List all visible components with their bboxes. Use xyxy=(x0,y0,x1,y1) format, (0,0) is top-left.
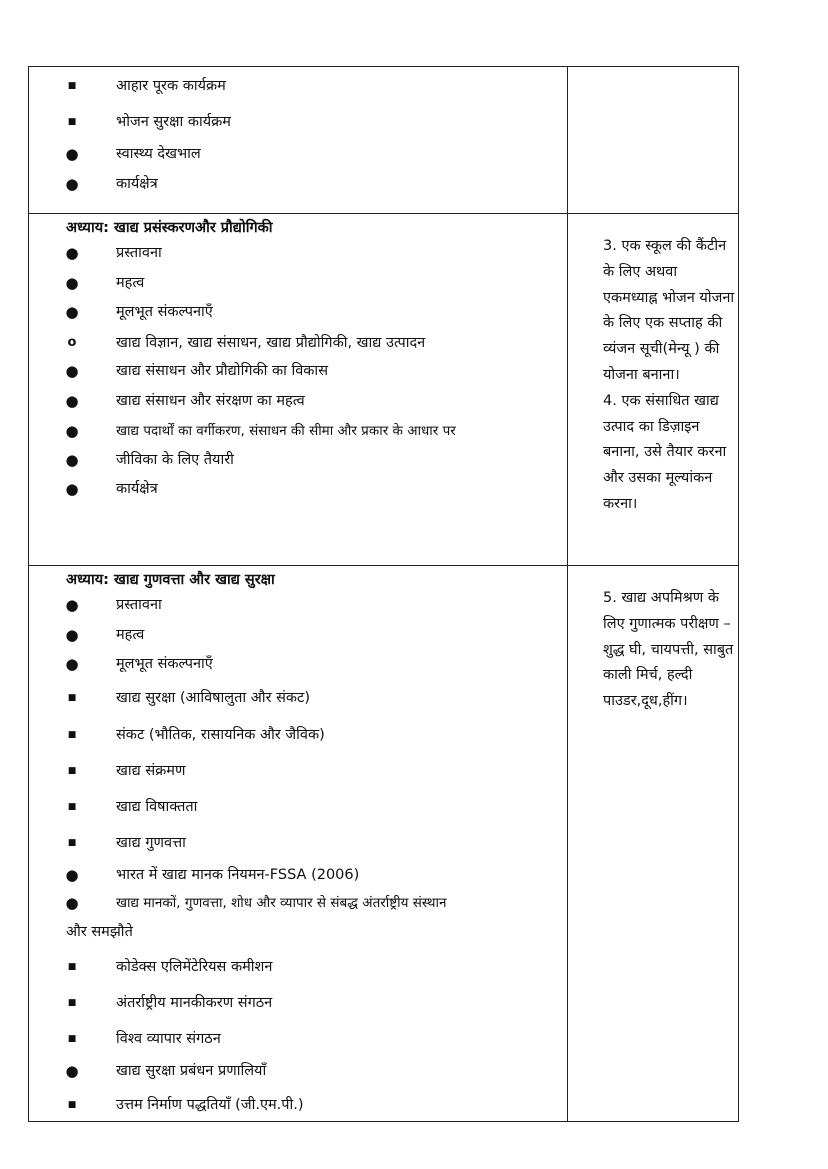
bullet-icon: ● xyxy=(65,866,79,884)
square-bullet-icon: ■ xyxy=(67,730,77,740)
bullet-icon: ● xyxy=(65,244,79,262)
row-divider-1 xyxy=(29,213,738,214)
section-3-heading: अध्याय: खाद्य गुणवत्ता और खाद्य सुरक्षा xyxy=(66,572,275,588)
bullet-icon: ● xyxy=(65,392,79,410)
bullet-icon: ● xyxy=(65,175,79,193)
bullet-icon: ● xyxy=(65,451,79,469)
square-bullet-icon: ■ xyxy=(67,81,77,91)
square-bullet-icon: ■ xyxy=(67,117,77,127)
square-bullet-icon: ■ xyxy=(67,802,77,812)
square-bullet-icon: ■ xyxy=(67,998,77,1008)
bullet-icon: ● xyxy=(65,894,79,912)
practical-item: 5. खाद्य अपमिश्रण के लिए गुणात्मक परीक्षण – शुद्ध घी, चायपत्ती, साबुत काली मिर्च, हल्दी पाउडर,दूध,हींग। xyxy=(603,590,734,710)
column-divider xyxy=(567,67,568,1121)
bullet-icon: ● xyxy=(65,626,79,644)
bullet-icon: ● xyxy=(65,145,79,163)
row-divider-2 xyxy=(29,565,738,566)
bullet-icon: ● xyxy=(65,596,79,614)
bullet-icon: ● xyxy=(65,1062,79,1080)
bullet-icon: ● xyxy=(65,274,79,292)
square-bullet-icon: ■ xyxy=(67,693,77,703)
square-bullet-icon: ■ xyxy=(67,766,77,776)
square-bullet-icon: ■ xyxy=(67,1100,77,1110)
section-2-practicals xyxy=(603,234,735,518)
section-2-heading: अध्याय: खाद्य प्रसंस्करणऔर प्रौद्योगिकी xyxy=(66,220,273,236)
ring-bullet-icon: o xyxy=(67,335,77,350)
bullet-icon: ● xyxy=(65,655,79,673)
section-3-practicals xyxy=(603,586,735,715)
bullet-icon: ● xyxy=(65,480,79,498)
list-item-continuation: और समझौते xyxy=(66,924,133,940)
bullet-icon: ● xyxy=(65,303,79,321)
square-bullet-icon: ■ xyxy=(67,838,77,848)
bullet-icon: ● xyxy=(65,362,79,380)
syllabus-table: ■ आहार पूरक कार्यक्रम ■ भोजन सुरक्षा कार्यक्रम ● स्वास्थ्य देखभाल ● कार्यक्षेत्र अध्याय: खाद्य प्रसंस्करणऔर प्रौद्योगिकी ● प्रस्तावना ● महत्व ● मूलभूत संकल्पनाएँ o खाद्य विज्ञान, खाद्य संसाधन, खाद्य प्रौद्योगिकी, खाद्य उत्पादन ● खाद्य संसाधन और प्रौद्योगिकी का विकास ● खाद्य संसाधन और संरक्षण का महत्व ● खाद्य पदार्थों का वर्गीकरण, संसाधन की सीमा और प्रकार के आधार पर ● जीविका के लिए तैयारी ● कार्यक्षेत्र 3. एक स्कूल की कैंटीन के लिए अथवा एकमध्याह्न भोजन योजना के लिए एक सप्ताह की व्यंजन सूची(मेन्यू ) की योजना बनाना। 4. एक संसाधित खाद्य उत्पाद का डिज़ाइन बनाना, उसे तैयार करना और उसका मूल्यांकन करना। अध्याय: खाद्य गुणवत्ता और खाद्य सुरक्षा ● प्रस्तावना ● महत्व ● मूलभूत संकल्पनाएँ ■ खाद्य सुरक्षा (आविषालुता और संकट) ■ संकट (भौतिक, रासायनिक और जैविक) ■ खाद्य संक्रमण ■ खाद्य विषाक्तता ■ खाद्य गुणवत्ता ● भारत में खाद्य मानक नियमन-FSSA (2006) ● खाद्य मानकों, गुणवत्ता, शोध और व्यापार से संबद्ध अंतर्राष्ट्रीय संस्थान और समझौते ■ कोडेक्स एलिमेंटेरियस कमीशन ■ अंतर्राष्ट्रीय मानकीकरण संगठन ■ विश्व व्यापार संगठन ● खाद्य सुरक्षा प्रबंधन प्रणालियाँ ■ उत्तम निर्माण पद्धतियाँ (जी.एम.पी.) 5. खाद्य अपमिश्रण के लिए गुणात्मक परीक्षण – शुद्ध घी, चायपत्ती, साबुत काली मिर्च, हल्दी पाउडर,दूध,हींग। xyxy=(28,66,739,1122)
square-bullet-icon: ■ xyxy=(67,962,77,972)
practical-item: 3. एक स्कूल की कैंटीन के लिए अथवा एकमध्याह्न भोजन योजना के लिए एक सप्ताह की व्यंजन सूची(मेन्यू ) की योजना बनाना। xyxy=(603,238,735,383)
practical-item: 4. एक संसाधित खाद्य उत्पाद का डिज़ाइन बनाना, उसे तैयार करना और उसका मूल्यांकन करना। xyxy=(603,392,727,512)
bullet-icon: ● xyxy=(65,422,79,440)
square-bullet-icon: ■ xyxy=(67,1034,77,1044)
